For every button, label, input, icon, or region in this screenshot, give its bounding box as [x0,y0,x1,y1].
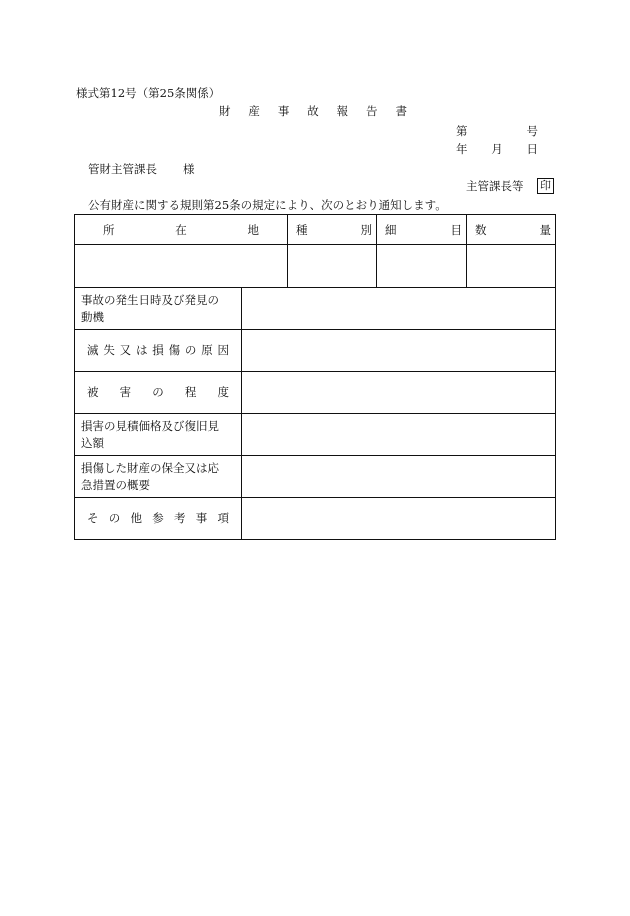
label-char: 因 [217,343,229,357]
header-kind-char: 種 [296,222,308,237]
incident-detail-label-text [81,510,235,527]
header-kind [288,215,377,245]
header-detail-char: 目 [450,222,462,237]
label-char: 失 [103,343,115,357]
label-char: 害 [119,385,132,399]
date-year: 年 [456,142,468,156]
quantity-field[interactable] [467,245,556,288]
incident-detail-row [75,330,556,372]
label-char: 滅 [87,343,99,357]
label-char: 他 [130,511,142,525]
title-char: 報 [336,104,349,118]
incident-detail-field[interactable] [242,372,556,414]
label-char: 原 [201,343,213,357]
label-char: 被 [87,385,99,399]
incident-detail-row [75,372,556,414]
label-char: 傷 [168,343,181,357]
incident-detail-field[interactable] [242,414,556,456]
sender-title: 主管課長等 [466,179,524,193]
incident-detail-label-line: 動機 [81,309,104,324]
label-char: 程 [184,385,197,399]
incident-detail-label-text [81,342,235,359]
kind-field[interactable] [288,245,377,288]
incident-detail-field[interactable] [242,456,556,498]
incident-details-table [74,287,556,540]
date-line [456,142,538,156]
property-table-header [75,215,556,245]
header-location-char: 所 [103,222,115,237]
incident-detail-label [75,372,242,414]
incident-detail-label [75,456,242,498]
addressee-name: 管財主管課長 [88,162,157,176]
form-number: 様式第12号（第25条関係） [76,86,221,100]
title-char: 書 [395,104,407,118]
label-char: 参 [152,511,164,525]
incident-detail-field[interactable] [242,288,556,330]
date-day: 日 [526,142,538,156]
title-char: 財 [219,104,231,118]
incident-detail-label-line: 込額 [81,435,104,450]
header-kind-char: 別 [360,222,372,237]
header-quantity [467,215,556,245]
location-field[interactable] [75,245,288,288]
property-table [74,214,556,288]
incident-detail-field[interactable] [242,498,556,540]
form-title [219,104,407,118]
header-location [75,215,288,245]
number-prefix: 第 [456,124,468,138]
property-table-entry-row [75,245,556,288]
incident-detail-field[interactable] [242,330,556,372]
header-location-char: 地 [247,222,259,237]
incident-detail-label [75,288,242,330]
label-char: 度 [217,385,229,399]
header-quantity-char: 量 [539,222,551,237]
label-char: そ [87,511,99,525]
incident-detail-label-line: 損害の見積価格及び復旧見 [81,418,219,433]
incident-detail-label-line: 事故の発生日時及び発見の [81,292,219,307]
incident-detail-row [75,288,556,330]
header-location-char: 在 [175,222,187,237]
intro-text: 公有財産に関する規則第25条の規定により、次のとおり通知します。 [88,198,447,212]
title-char: 告 [366,104,378,118]
incident-detail-row [75,456,556,498]
label-char: 事 [195,511,208,525]
seal-box: 印 [537,178,554,194]
label-char: 考 [174,511,186,525]
incident-detail-row [75,414,556,456]
detail-field[interactable] [377,245,467,288]
label-char: 項 [217,511,229,525]
incident-detail-label-line: 急措置の概要 [81,477,150,492]
date-month: 月 [491,142,503,156]
addressee [88,162,195,176]
addressee-honorific: 様 [183,162,195,176]
title-char: 故 [307,104,319,118]
label-char: 又 [119,343,132,357]
header-detail [377,215,467,245]
label-char: の [184,343,197,357]
document-number-line [456,124,538,138]
incident-detail-label-line: 損傷した財産の保全又は応 [81,460,219,475]
incident-detail-label-text [81,384,235,401]
incident-detail-label [75,414,242,456]
header-quantity-char: 数 [475,222,487,237]
header-detail-char: 細 [385,222,397,237]
label-char: の [152,385,164,399]
incident-detail-row [75,498,556,540]
label-char: 損 [152,343,164,357]
label-char: は [135,343,148,357]
label-char: の [108,511,121,525]
number-suffix: 号 [526,124,538,138]
incident-detail-label [75,498,242,540]
title-char: 産 [248,104,260,118]
incident-detail-label [75,330,242,372]
title-char: 事 [277,104,290,118]
